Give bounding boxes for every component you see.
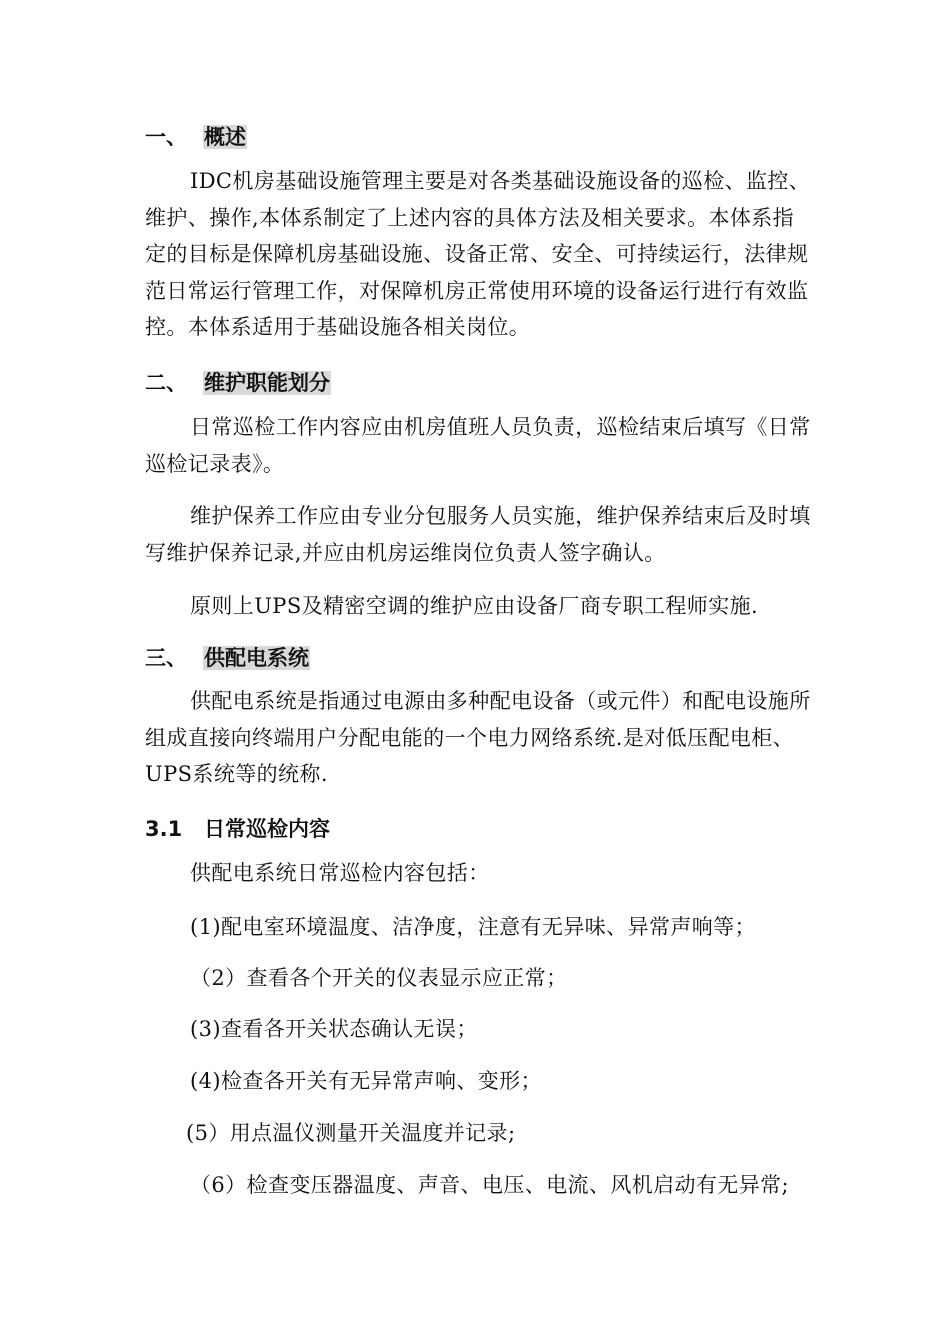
section-number: 一、: [145, 125, 187, 149]
section-heading-3: [145, 643, 310, 673]
section-heading-1: [145, 122, 247, 152]
section-number: 三、: [145, 646, 187, 670]
section-heading-2: [145, 368, 331, 398]
paragraph: IDC机房基础设施管理主要是对各类基础设施设备的巡检、监控、维护、操作,本体系制定了上述内容的具体方法及相关要求。本体系指定的目标是保障机房基础设施、设备正常、安全、可持续运行，法律规范日常运行管理工作，对保障机房正常使用环境的设备运行进行有效监控。本体系适用于基础设施各相关岗位。: [145, 169, 811, 339]
subsection-heading: [145, 814, 331, 844]
list-item: (4)检查各开关有无异常声响、变形；: [190, 1069, 542, 1093]
section-title: 概述: [204, 125, 246, 149]
section-title: 维护职能划分: [204, 371, 330, 395]
subsection-title: 日常巡检内容: [204, 817, 330, 841]
paragraph: 原则上UPS及精密空调的维护应由设备厂商专职工程师实施.: [190, 594, 759, 618]
paragraph: 日常巡检工作内容应由机房值班人员负责，巡检结束后填写《日常巡检记录表》。: [145, 415, 811, 476]
list-item: (3)查看各开关状态确认无误；: [190, 1017, 478, 1041]
subsection-number: 3.1: [145, 817, 183, 841]
list-item: (1)配电室环境温度、洁净度，注意有无异味、异常声响等；: [190, 915, 756, 939]
paragraph: 维护保养工作应由专业分包服务人员实施，维护保养结束后及时填写维护保养记录,并应由机房运维岗位负责人签字确认。: [145, 504, 811, 565]
list-item: （6）检查变压器温度、声音、电压、电流、风机启动有无异常;: [190, 1173, 790, 1197]
list-item: （2）查看各个开关的仪表显示应正常；: [190, 966, 568, 990]
paragraph: 供配电系统是指通过电源由多种配电设备（或元件）和配电设施所组成直接向终端用户分配电能的一个电力网络系统.是对低压配电柜、UPS系统等的统称.: [145, 689, 811, 786]
subsection-intro: 供配电系统日常巡检内容包括：: [190, 861, 490, 885]
list-item: (5）用点温仪测量开关温度并记录;: [186, 1121, 516, 1145]
section-title: 供配电系统: [204, 646, 309, 670]
section-number: 二、: [145, 371, 187, 395]
